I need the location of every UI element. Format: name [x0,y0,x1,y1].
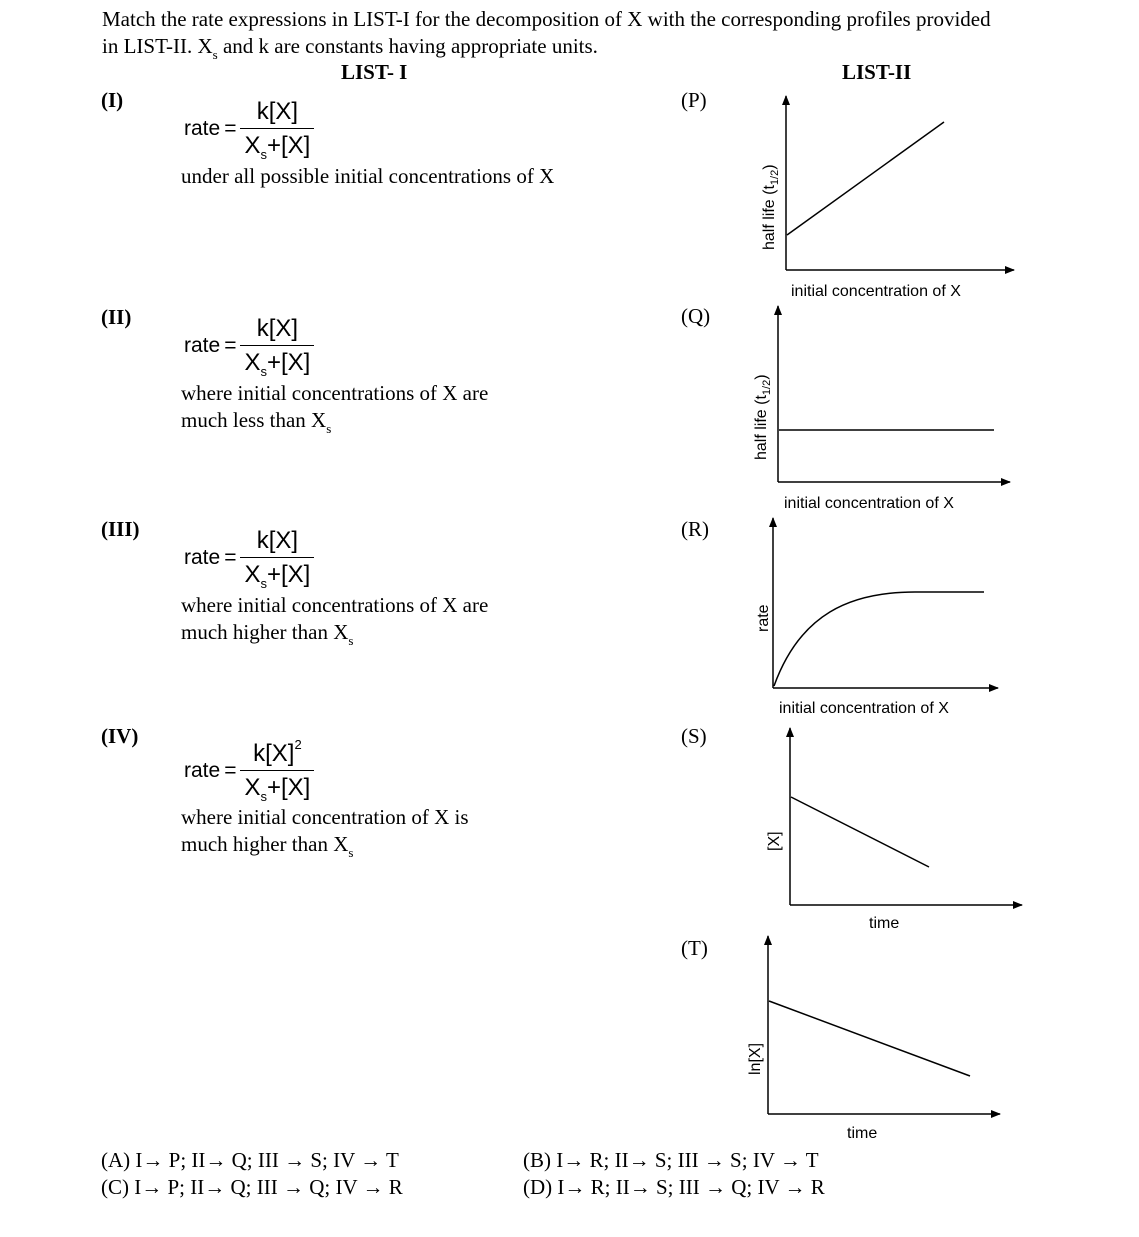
numerator-text: k[X] [253,740,295,767]
curve-saturation-curve [774,592,984,686]
list2-item-label: (Q) [681,304,711,328]
list2-item-label: (R) [681,517,709,541]
list2-item-label: (T) [681,936,708,960]
equals-sign: = [224,117,237,140]
condition-line [181,619,488,654]
numerator-text: k[X] [256,527,299,554]
denominator-sub: s [260,789,267,804]
y-axis-label: rate [755,604,772,632]
rate-numerator [249,730,306,770]
question-line-1: Match the rate expressions in LIST-I for the decomposition of X with the corresponding profiles provided [102,7,991,31]
rate-label: rate [184,117,221,140]
condition-line-text: much less than X [181,408,327,432]
curve-increasing-line [787,122,944,235]
list2-heading: LIST-II [842,60,912,84]
condition-line [181,831,469,866]
question-line-2-suffix: and k are constants having appropriate units. [217,34,598,58]
rate-label: rate [184,759,221,782]
list1-heading: LIST- I [341,60,408,84]
x-axis-label: initial concentration of X [791,283,961,300]
rate-formula [184,517,314,599]
x-axis-label: initial concentration of X [784,495,954,512]
condition-sub: s [326,421,332,436]
rate-label: rate [184,546,221,569]
y-axis-label: half life $(t_{1/2})$ [753,374,773,460]
denominator-suffix: +[X] [266,132,311,159]
list2-item-label: (S) [681,724,707,748]
condition-sub: s [348,633,354,648]
question-line-2-sub: s [212,47,218,62]
denominator-suffix: +[X] [266,774,311,801]
condition-line: where initial concentration of X is [181,805,469,829]
denominator-prefix: X [244,349,261,376]
list2-item-label: (P) [681,88,707,112]
option-d[interactable]: (D) I→ R; II→ S; III → Q; IV → R [523,1175,825,1199]
rate-label: rate [184,334,221,357]
graph-r [740,514,1030,724]
rate-fraction [240,88,314,170]
denominator-prefix: X [244,132,261,159]
equals-sign: = [224,546,237,569]
denominator-suffix: +[X] [266,561,311,588]
denominator-sub: s [260,147,267,162]
rate-numerator [253,88,302,128]
condition-line: where initial concentrations of X are [181,593,489,617]
rate-numerator [253,517,302,557]
x-axis-label: time [847,1125,878,1142]
x-axis-label: initial concentration of X [779,700,949,717]
condition-line: where initial concentrations of X are [181,381,489,405]
y-axis-label: ln[X] [747,1042,764,1075]
equals-sign: = [224,759,237,782]
condition-sub: s [348,845,354,860]
y-axis-label: [X] [766,831,783,851]
list1-item-label: (II) [101,305,132,329]
graph-p [740,90,1030,305]
numerator-text: k[X] [256,315,299,342]
list1-item-condition [181,592,488,654]
equals-sign: = [224,334,237,357]
x-axis-label: time [869,915,900,932]
list1-item-condition [181,804,469,866]
list1-item-label: (I) [101,88,124,112]
condition-line-text: much higher than X [181,620,349,644]
denominator-suffix: +[X] [266,349,311,376]
numerator-text: k[X] [256,98,299,125]
rate-fraction [240,305,314,387]
rate-formula [184,730,314,812]
list1-item-condition [181,380,488,442]
condition-line [181,407,488,442]
graph-t [730,932,1020,1147]
denominator-sub: s [260,576,267,591]
condition-line: under all possible initial concentrations of X [181,164,555,188]
numerator-sup: 2 [294,737,302,752]
condition-line-text: much higher than X [181,832,349,856]
rate-formula [184,305,314,387]
denominator-prefix: X [244,561,261,588]
graph-q [740,302,1030,517]
list1-item-label: (III) [101,517,140,541]
question-text [102,6,991,68]
curve-decreasing-line [769,1001,970,1076]
rate-fraction [240,730,314,812]
denominator-sub: s [260,364,267,379]
option-c[interactable]: (C) I→ P; II→ Q; III → Q; IV → R [101,1175,403,1199]
y-axis-label: half life $(t_{1/2})$ [761,164,781,250]
rate-formula [184,88,314,170]
option-a[interactable]: (A) I→ P; II→ Q; III → S; IV → T [101,1148,399,1172]
question-line-2-prefix: in LIST-II. X [102,34,213,58]
curve-decreasing-line [791,797,929,867]
option-b[interactable]: (B) I→ R; II→ S; III → S; IV → T [523,1148,819,1172]
graph-s [740,724,1030,934]
rate-fraction [240,517,314,599]
rate-numerator [253,305,302,345]
list1-item-condition [181,163,554,190]
denominator-prefix: X [244,774,261,801]
list1-item-label: (IV) [101,724,139,748]
